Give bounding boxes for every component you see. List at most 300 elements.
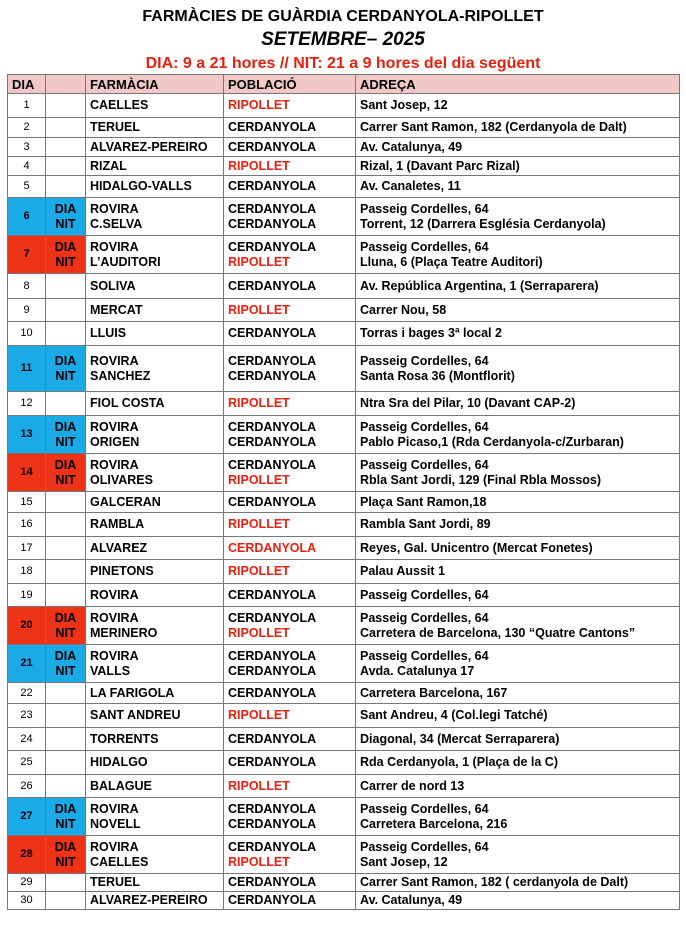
address-cell: [356, 322, 680, 346]
address-cell: [356, 560, 680, 584]
address-cell: [356, 392, 680, 416]
town-cell: [224, 138, 356, 157]
town-name: CERDANYOLA: [228, 139, 317, 154]
address-text: Passeig Cordelles, 64: [360, 801, 489, 816]
hours-info: DIA: 9 a 21 hores // NIT: 21 a 9 hores del dia següent: [145, 55, 541, 72]
day-cell: [8, 322, 46, 346]
pharmacy-name: ROVIRA: [90, 801, 139, 816]
town-cell: [224, 198, 356, 236]
table-row: [8, 176, 680, 198]
address-text: Av. Catalunya, 49: [360, 139, 463, 154]
shift-cell: [46, 798, 86, 836]
address-text: Palau Aussit 1: [360, 564, 445, 578]
day-cell: [8, 836, 46, 874]
address-cell: [356, 874, 680, 892]
table-row: [8, 537, 680, 560]
pharmacy-name: ROVIRA: [90, 839, 139, 854]
address-cell: [356, 492, 680, 513]
town-cell: [224, 645, 356, 683]
address-cell: [356, 607, 680, 645]
town-cell: [224, 176, 356, 198]
address-text: Carretera de Barcelona, 130 “Quatre Cantons”: [360, 625, 636, 640]
day-number: 11: [20, 362, 33, 374]
day-number: 24: [20, 732, 33, 745]
shift-label: DIA: [54, 353, 77, 368]
day-cell: [8, 537, 46, 560]
pharmacy-name: ROVIRA: [90, 610, 139, 625]
shift-cell: [46, 176, 86, 198]
address-text: Passeig Cordelles, 64: [360, 419, 489, 434]
address-text: Passeig Cordelles, 64: [360, 201, 489, 216]
day-number: 23: [20, 709, 33, 721]
pharmacy-name: CAELLES: [90, 98, 149, 112]
pharmacy-cell: [86, 416, 224, 454]
day-number: 2: [23, 121, 30, 133]
town-name: CERDANYOLA: [228, 419, 317, 434]
shift-cell: [46, 274, 86, 299]
town-name: CERDANYOLA: [228, 201, 317, 216]
address-cell: [356, 584, 680, 607]
shift-cell: [46, 236, 86, 274]
day-number: 15: [20, 495, 33, 508]
address-text: Rambla Sant Jordi, 89: [360, 517, 491, 531]
shift-label: NIT: [55, 816, 76, 831]
pharmacy-name: SANCHEZ: [90, 368, 151, 383]
pharmacy-name: LA FARIGOLA: [90, 685, 175, 700]
shift-cell: [46, 392, 86, 416]
pharmacy-name: NOVELL: [90, 816, 141, 831]
table-row: [8, 751, 680, 775]
shift-cell: [46, 138, 86, 157]
pharmacy-name: TORRENTS: [90, 731, 159, 746]
address-cell: [356, 892, 680, 910]
day-cell: [8, 728, 46, 751]
pharmacy-name: PINETONS: [90, 564, 154, 578]
address-cell: [356, 299, 680, 322]
pharmacy-cell: [86, 607, 224, 645]
shift-cell: [46, 584, 86, 607]
address-cell: [356, 454, 680, 492]
pharmacy-name: FIOL COSTA: [90, 396, 165, 410]
town-name: RIPOLLET: [228, 854, 290, 869]
pharmacy-cell: [86, 299, 224, 322]
table-row: [8, 416, 680, 454]
table-row: [8, 157, 680, 176]
address-cell: [356, 236, 680, 274]
header-address: ADREÇA: [356, 75, 680, 94]
shift-label: NIT: [55, 434, 76, 449]
town-name: CERDANYOLA: [228, 648, 317, 663]
pharmacy-cell: [86, 138, 224, 157]
pharmacy-cell: [86, 537, 224, 560]
day-number: 5: [23, 180, 30, 192]
pharmacy-name: ROVIRA: [90, 239, 139, 254]
pharmacy-cell: [86, 775, 224, 798]
town-cell: [224, 274, 356, 299]
address-text: Av. Catalunya, 49: [360, 893, 463, 907]
town-cell: [224, 798, 356, 836]
shift-cell: [46, 607, 86, 645]
town-name: CERDANYOLA: [228, 801, 317, 816]
town-cell: [224, 537, 356, 560]
town-name: CERDANYOLA: [228, 434, 317, 449]
day-cell: [8, 492, 46, 513]
town-cell: [224, 728, 356, 751]
town-name: CERDANYOLA: [228, 587, 317, 602]
town-name: RIPOLLET: [228, 517, 290, 531]
address-text: Passeig Cordelles, 64: [360, 457, 489, 472]
town-cell: [224, 416, 356, 454]
town-name: CERDANYOLA: [228, 610, 317, 625]
pharmacy-cell: [86, 560, 224, 584]
pharmacy-name: ORIGEN: [90, 434, 140, 449]
address-text: Carretera Barcelona, 167: [360, 685, 508, 700]
day-number: 20: [20, 619, 33, 631]
town-name: RIPOLLET: [228, 98, 290, 112]
pharmacy-name: L’AUDITORI: [90, 254, 161, 269]
town-name: CERDANYOLA: [228, 278, 317, 293]
address-text: Carrer de nord 13: [360, 778, 465, 793]
shift-cell: [46, 299, 86, 322]
day-number: 26: [20, 779, 33, 792]
pharmacy-name: VALLS: [90, 663, 131, 678]
address-cell: [356, 94, 680, 118]
pharmacy-cell: [86, 392, 224, 416]
town-cell: [224, 775, 356, 798]
pharmacy-name: BALAGUE: [90, 778, 152, 793]
pharmacy-name: ROVIRA: [90, 201, 139, 216]
address-text: Carrer Sant Ramon, 182 ( cerdanyola de Dalt): [360, 875, 629, 889]
town-cell: [224, 299, 356, 322]
town-name: CERDANYOLA: [228, 816, 317, 831]
shift-cell: [46, 892, 86, 910]
address-cell: [356, 118, 680, 138]
town-name: CERDANYOLA: [228, 457, 317, 472]
day-number: 25: [20, 756, 33, 768]
day-cell: [8, 94, 46, 118]
address-cell: [356, 513, 680, 537]
table-row: [8, 683, 680, 704]
table-row: [8, 798, 680, 836]
pharmacy-cell: [86, 683, 224, 704]
town-cell: [224, 560, 356, 584]
day-number: 7: [23, 248, 30, 260]
pharmacy-name: HIDALGO-VALLS: [90, 179, 192, 193]
address-cell: [356, 176, 680, 198]
town-cell: [224, 751, 356, 775]
pharmacy-cell: [86, 728, 224, 751]
pharmacy-name: MERCAT: [90, 302, 143, 317]
town-cell: [224, 322, 356, 346]
pharmacy-cell: [86, 176, 224, 198]
day-cell: [8, 704, 46, 728]
table-row: [8, 704, 680, 728]
address-text: Avda. Catalunya 17: [360, 663, 475, 678]
pharmacy-name: HIDALGO: [90, 755, 148, 769]
town-name: RIPOLLET: [228, 708, 290, 722]
pharmacy-cell: [86, 645, 224, 683]
address-cell: [356, 683, 680, 704]
address-cell: [356, 138, 680, 157]
town-name: CERDANYOLA: [228, 353, 317, 368]
day-cell: [8, 274, 46, 299]
day-cell: [8, 607, 46, 645]
shift-label: DIA: [54, 610, 77, 625]
pharmacy-name: SOLIVA: [90, 278, 136, 293]
table-row: [8, 274, 680, 299]
town-name: RIPOLLET: [228, 778, 290, 793]
town-name: CERDANYOLA: [228, 839, 317, 854]
town-name: RIPOLLET: [228, 254, 290, 269]
shift-cell: [46, 560, 86, 584]
pharmacy-cell: [86, 322, 224, 346]
address-text: Carrer Nou, 58: [360, 302, 447, 317]
address-cell: [356, 775, 680, 798]
table-row: [8, 513, 680, 537]
day-cell: [8, 236, 46, 274]
town-cell: [224, 836, 356, 874]
town-name: CERDANYOLA: [228, 216, 317, 231]
pharmacy-cell: [86, 513, 224, 537]
pharmacy-cell: [86, 274, 224, 299]
day-cell: [8, 118, 46, 138]
town-name: CERDANYOLA: [228, 731, 317, 746]
pharmacy-cell: [86, 346, 224, 392]
town-cell: [224, 236, 356, 274]
address-text: Reyes, Gal. Unicentro (Mercat Fonetes): [360, 540, 593, 555]
shift-cell: [46, 454, 86, 492]
town-name: CERDANYOLA: [228, 494, 317, 509]
shift-cell: [46, 683, 86, 704]
pharmacy-cell: [86, 751, 224, 775]
shift-label: NIT: [55, 254, 76, 269]
address-text: Santa Rosa 36 (Montflorit): [360, 368, 515, 383]
day-number: 14: [20, 466, 33, 478]
table-row: [8, 584, 680, 607]
day-number: 17: [20, 541, 33, 554]
address-text: Pablo Picaso,1 (Rda Cerdanyola-c/Zurbaran): [360, 434, 624, 449]
day-cell: [8, 176, 46, 198]
address-text: Diagonal, 34 (Mercat Serraparera): [360, 731, 560, 746]
table-row: [8, 94, 680, 118]
town-name: CERDANYOLA: [228, 685, 317, 700]
day-cell: [8, 392, 46, 416]
table-row: [8, 645, 680, 683]
pharmacy-cell: [86, 584, 224, 607]
shift-label: NIT: [55, 854, 76, 869]
pharmacy-cell: [86, 798, 224, 836]
town-name: RIPOLLET: [228, 472, 290, 487]
shift-label: NIT: [55, 472, 76, 487]
address-text: Torras i bages 3ª local 2: [360, 326, 502, 340]
day-number: 18: [20, 565, 33, 577]
day-cell: [8, 138, 46, 157]
table-row: [8, 775, 680, 798]
shift-cell: [46, 416, 86, 454]
day-cell: [8, 416, 46, 454]
day-number: 8: [23, 279, 30, 292]
town-name: CERDANYOLA: [228, 893, 317, 907]
address-cell: [356, 346, 680, 392]
town-name: CERDANYOLA: [228, 120, 317, 134]
address-text: Passeig Cordelles, 64: [360, 587, 489, 602]
day-cell: [8, 645, 46, 683]
pharmacy-name: C.SELVA: [90, 216, 143, 231]
pharmacy-cell: [86, 892, 224, 910]
day-cell: [8, 346, 46, 392]
table-row: [8, 454, 680, 492]
pharmacy-cell: [86, 492, 224, 513]
town-name: CERDANYOLA: [228, 368, 317, 383]
page-title: FARMÀCIES DE GUÀRDIA CERDANYOLA-RIPOLLET: [142, 8, 544, 25]
pharmacy-name: ROVIRA: [90, 457, 139, 472]
pharmacy-cell: [86, 454, 224, 492]
day-cell: [8, 157, 46, 176]
day-number: 3: [23, 140, 30, 153]
pharmacy-cell: [86, 198, 224, 236]
shift-cell: [46, 198, 86, 236]
shift-label: NIT: [55, 216, 76, 231]
month-subtitle: SETEMBRE– 2025: [261, 29, 425, 50]
pharmacy-cell: [86, 874, 224, 892]
pharmacy-name: ROVIRA: [90, 353, 139, 368]
table-row: [8, 874, 680, 892]
table-row: [8, 492, 680, 513]
address-text: Passeig Cordelles, 64: [360, 239, 489, 254]
shift-label: NIT: [55, 368, 76, 383]
day-number: 19: [20, 588, 33, 601]
address-text: Sant Josep, 12: [360, 854, 448, 869]
address-cell: [356, 157, 680, 176]
address-text: Rbla Sant Jordi, 129 (Final Rbla Mossos): [360, 472, 602, 487]
shift-cell: [46, 728, 86, 751]
shift-cell: [46, 836, 86, 874]
day-cell: [8, 454, 46, 492]
day-number: 27: [20, 810, 33, 822]
table-row: [8, 892, 680, 910]
table-row: [8, 322, 680, 346]
address-cell: [356, 537, 680, 560]
pharmacy-name: GALCERAN: [90, 494, 161, 509]
address-cell: [356, 836, 680, 874]
shift-cell: [46, 346, 86, 392]
day-cell: [8, 874, 46, 892]
address-text: Lluna, 6 (Plaça Teatre Auditori): [360, 254, 543, 269]
shift-cell: [46, 492, 86, 513]
pharmacy-name: OLIVARES: [90, 472, 153, 487]
address-text: Plaça Sant Ramon,18: [360, 494, 487, 509]
duty-pharmacy-table: [7, 74, 680, 910]
address-cell: [356, 751, 680, 775]
shift-label: DIA: [54, 801, 77, 816]
town-cell: [224, 346, 356, 392]
address-cell: [356, 728, 680, 751]
town-cell: [224, 704, 356, 728]
pharmacy-name: ALVAREZ-PEREIRO: [90, 139, 208, 154]
address-text: Passeig Cordelles, 64: [360, 353, 489, 368]
shift-label: DIA: [54, 419, 77, 434]
address-text: Av. Canaletes, 11: [360, 179, 461, 193]
day-cell: [8, 751, 46, 775]
table-row: [8, 836, 680, 874]
pharmacy-name: TERUEL: [90, 875, 140, 889]
day-cell: [8, 584, 46, 607]
pharmacy-name: RAMBLA: [90, 517, 145, 531]
pharmacy-cell: [86, 94, 224, 118]
shift-cell: [46, 874, 86, 892]
town-cell: [224, 584, 356, 607]
shift-label: DIA: [54, 239, 77, 254]
shift-cell: [46, 775, 86, 798]
address-text: Rizal, 1 (Davant Parc Rizal): [360, 158, 520, 173]
address-cell: [356, 274, 680, 299]
town-cell: [224, 157, 356, 176]
address-cell: [356, 798, 680, 836]
pharmacy-cell: [86, 836, 224, 874]
header-day: DIA: [8, 75, 46, 94]
day-number: 10: [20, 327, 33, 339]
town-cell: [224, 94, 356, 118]
day-cell: [8, 892, 46, 910]
address-text: Sant Andreu, 4 (Col.legi Tatché): [360, 708, 548, 722]
pharmacy-cell: [86, 118, 224, 138]
table-row: [8, 198, 680, 236]
table-body: [8, 94, 680, 910]
day-number: 9: [23, 303, 30, 316]
town-cell: [224, 492, 356, 513]
day-cell: [8, 299, 46, 322]
table-row: [8, 346, 680, 392]
shift-label: DIA: [54, 457, 77, 472]
address-cell: [356, 645, 680, 683]
pharmacy-name: TERUEL: [90, 120, 140, 134]
shift-label: DIA: [54, 201, 77, 216]
pharmacy-name: ROVIRA: [90, 419, 139, 434]
town-name: CERDANYOLA: [228, 239, 317, 254]
day-number: 16: [20, 518, 33, 530]
town-name: CERDANYOLA: [228, 179, 317, 193]
pharmacy-name: LLUIS: [90, 326, 127, 340]
day-number: 13: [20, 428, 33, 440]
town-name: CERDANYOLA: [228, 755, 317, 769]
town-name: RIPOLLET: [228, 158, 290, 173]
address-text: Rda Cerdanyola, 1 (Plaça de la C): [360, 755, 558, 769]
shift-cell: [46, 118, 86, 138]
town-name: RIPOLLET: [228, 302, 290, 317]
town-cell: [224, 607, 356, 645]
shift-cell: [46, 645, 86, 683]
table-row: [8, 299, 680, 322]
town-name: CERDANYOLA: [228, 663, 317, 678]
header-town: POBLACIÓ: [224, 75, 356, 94]
day-cell: [8, 198, 46, 236]
day-number: 4: [23, 159, 30, 172]
town-name: RIPOLLET: [228, 396, 290, 410]
town-cell: [224, 513, 356, 537]
header-pharmacy: FARMÀCIA: [86, 75, 224, 94]
table-row: [8, 138, 680, 157]
day-number: 29: [20, 876, 33, 888]
address-cell: [356, 704, 680, 728]
pharmacy-name: CAELLES: [90, 854, 149, 869]
pharmacy-name: ROVIRA: [90, 587, 139, 602]
pharmacy-name: RIZAL: [90, 158, 127, 173]
address-text: Passeig Cordelles, 64: [360, 648, 489, 663]
shift-cell: [46, 94, 86, 118]
table-row: [8, 728, 680, 751]
shift-cell: [46, 751, 86, 775]
town-name: CERDANYOLA: [228, 540, 317, 555]
